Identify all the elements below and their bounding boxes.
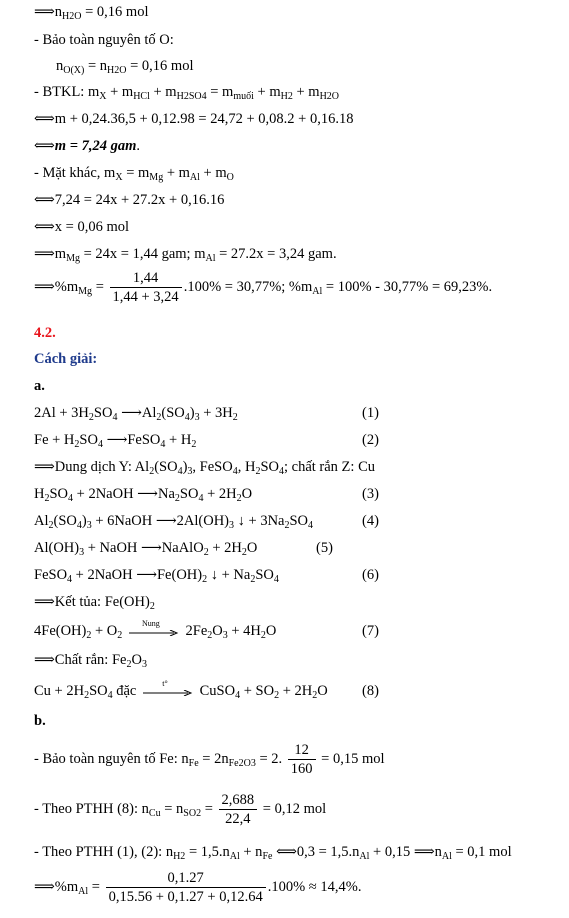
fraction-numerator: 0,1.27 <box>106 870 266 888</box>
reaction-2-number: (2) <box>362 432 379 448</box>
reaction-6: FeSO$_4$ + 2NaOH $⟶Fe(OH)_2$ ↓ + $Na_2SO_4$ <box>34 567 279 585</box>
line-percent-mg <box>34 270 492 305</box>
reaction-5: $Al(OH)_3$ + NaOH ⟶NaAlO$_2$ + $2H_2O$ <box>34 540 258 558</box>
line-percent-al <box>34 870 361 905</box>
reaction-6-number: (6) <box>362 567 379 583</box>
fraction-numerator: 1,44 <box>110 270 182 288</box>
percent-al-result: .100% ≈ 14,4%. <box>267 878 362 895</box>
line-mmg-mal: $⟹m_{Mg} = 24x = 1,44$ gam; $m_{Al} = 27.2x = 3,24$ gam. <box>34 246 337 264</box>
reaction-3: $H_2SO_4$ + 2NaOH $⟶Na_2SO_4 + 2H_2O$ <box>34 486 253 504</box>
reaction-1-number: (1) <box>362 405 379 421</box>
percent-al-label: $⟹\%m_{Al}$ = <box>34 878 100 897</box>
fraction-mg <box>110 270 182 305</box>
fraction-denominator: 1,44 + 3,24 <box>112 289 179 305</box>
fraction-denominator: 0,15.56 + 0,1.27 + 0,12.64 <box>108 889 263 905</box>
line-bao-toan-o: - Bảo toàn nguyên tố O: <box>34 32 174 48</box>
arrow-heat <box>143 678 193 699</box>
fraction-numerator: 12 <box>288 742 316 760</box>
line-m-result: ⟺m = 7,24 gam. <box>34 138 140 154</box>
percent-mg-label: $⟹\%m_{Mg}$ = <box>34 278 104 297</box>
reaction-7 <box>34 618 277 641</box>
reaction-8-number: (8) <box>362 683 379 699</box>
fraction-denominator: 22,4 <box>225 811 251 827</box>
reaction-4-number: (4) <box>362 513 379 529</box>
line-chat-ran: ⟹Chất rắn: $Fe_2O_3$ <box>34 652 147 670</box>
line-btkl: - BTKL: $m_X + m_{HCl} + m_{H2SO4} = m_{muối} + m_{H2} + m_{H2O}$ <box>34 84 340 102</box>
reaction-8-reactants: $Cu + 2H_2SO_4$ đặc <box>34 683 137 701</box>
line-nh2o: $⟹n_{H2O} = 0,16$ mol <box>34 4 149 22</box>
line-eq-x: ⟺7,24 = 24x + 27.2x + 0,16.16 <box>34 192 225 208</box>
percent-mg-result: .100% = 30,77%; $\%m_{Al} = 100\% - 30,77\% = 69,23\%$. <box>183 278 493 297</box>
line-theo-pthh-1-2: - Theo PTHH (1), (2): $n_{H2} = 1,5.n_{Al} + n_{Fe}$ ⟺0,3 = $1,5.n_{Al} + 0,15$ $⟹n_{Al} = 0,1$ mol <box>34 844 512 862</box>
reaction-7-reactants: $4Fe(OH)_2 + O_2$ <box>34 623 123 641</box>
cu-label: - Theo PTHH (8): $n_{Cu} = n_{SO2}$ = <box>34 800 213 819</box>
fraction-numerator: 2,688 <box>219 792 258 810</box>
fraction-al <box>106 870 266 905</box>
fe-label: - Bảo toàn nguyên tố Fe: $n_{Fe} = 2n_{Fe2O3} = 2$. <box>34 750 283 769</box>
cu-result: = 0,12 mol <box>262 800 327 817</box>
arrow-label-nung: Nung <box>142 618 160 628</box>
reaction-7-number: (7) <box>362 623 379 639</box>
reaction-4: $Al_2(SO_4)_3$ + 6NaOH $⟶2Al(OH)_3$ ↓ + $3Na_2SO_4$ <box>34 513 314 531</box>
line-no: $n_{O(X)} = n_{H2O} = 0,16$ mol <box>56 58 194 76</box>
reaction-2: $Fe + H_2SO_4$ ⟶FeSO$_4$ + $H_2$ <box>34 432 197 450</box>
reaction-7-products: $2Fe_2O_3 + 4H_2O$ <box>185 623 277 641</box>
line-btkl-eq: ⟺m + 0,24.36,5 + 0,12.98 = 24,72 + 0,08.2 + 0,16.18 <box>34 111 354 127</box>
reaction-1: $2Al + 3H_2SO_4$ $⟶Al_2(SO_4)_3 + 3H_2$ <box>34 405 238 423</box>
fraction-cu <box>219 792 258 827</box>
arrow-label-t: t° <box>162 678 168 688</box>
line-dung-dich-y: ⟹Dung dịch Y: $Al_2(SO_4)_3$, FeSO$_4$, $H_2SO_4$; chất rắn Z: Cu <box>34 459 375 477</box>
reaction-5-number: (5) <box>316 540 333 556</box>
section-heading-4-2: 4.2. <box>34 325 56 341</box>
cach-giai-heading: Cách giải: <box>34 351 98 367</box>
fraction-fe <box>288 742 316 777</box>
reaction-3-number: (3) <box>362 486 379 502</box>
line-bao-toan-fe <box>34 742 385 777</box>
fraction-denominator: 160 <box>290 761 313 777</box>
part-b-label: b. <box>34 713 46 729</box>
part-a-label: a. <box>34 378 45 394</box>
reaction-8 <box>34 678 328 701</box>
line-theo-pthh-8 <box>34 792 326 827</box>
line-x-result: ⟺x = 0,06 mol <box>34 219 130 235</box>
line-mat-khac: - Mặt khác, $m_X = m_{Mg} + m_{Al} + m_O$ <box>34 165 234 183</box>
line-ket-tua: ⟹Kết tủa: $Fe(OH)_2$ <box>34 594 155 612</box>
reaction-8-products: CuSO$_4$ + $SO_2 + 2H_2O$ <box>199 683 328 701</box>
arrow-nung <box>129 618 179 639</box>
fe-result: = 0,15 mol <box>321 750 385 767</box>
